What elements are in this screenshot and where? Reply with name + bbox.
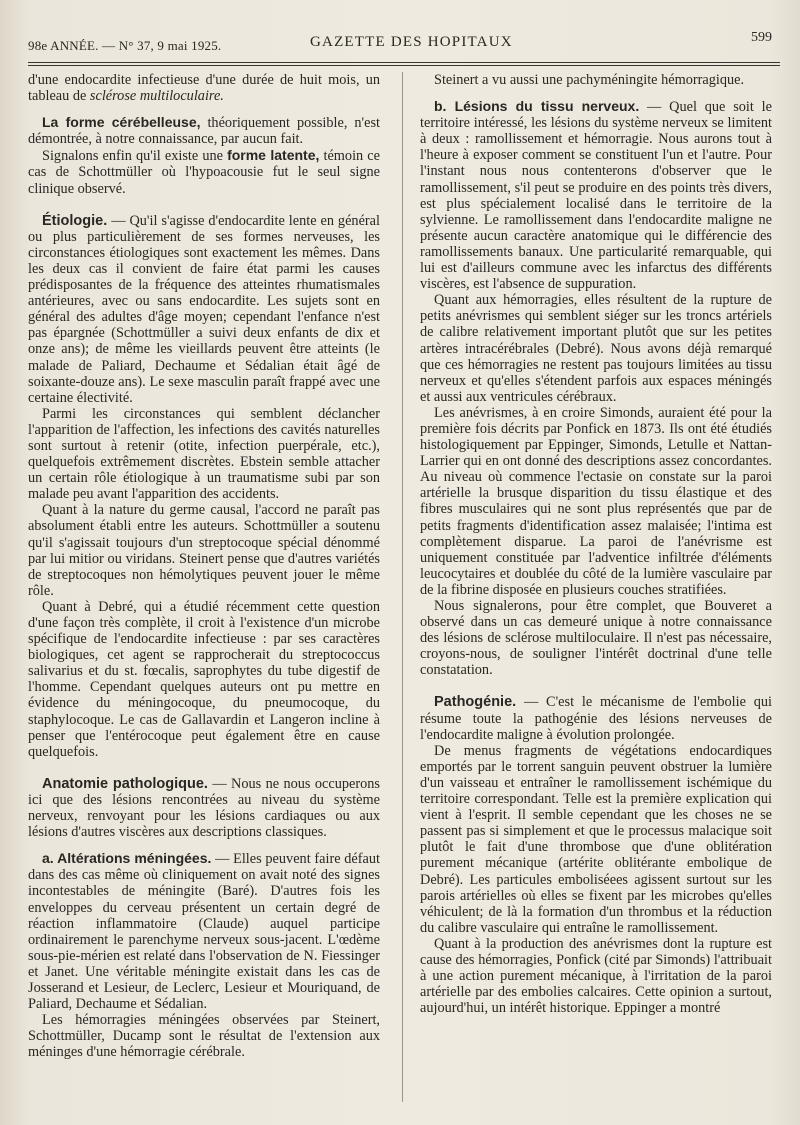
bold-term: La forme cérébelleuse, [42,114,201,131]
text-run: théoriquement possible, n'est démontrée, à notre connaissance, par aucun fait. [28,115,380,148]
text-run: Signalons enfin qu'il existe une [42,148,228,165]
text-run: — Elles peuvent faire défaut dans des cas même où cliniquement on avait noté des signes incontestables de méningite (Baré). D'autres fois les enveloppes du cerveau présentent un certain degré de réaction inflammatoire (Claude) auquel participe ordinairement le parenchyme nerveux sous-jacent. L'œdème sous-pie-mérien est relaté dans l'observation de N. Fiessinger et Janet. Une véritable méningite existait dans les cas de Josserand et Lesieur, de Leclerc, Lesieur et Mouriquand, de Paliard, Dechaume et Sédalian. [28,851,380,1013]
paragraph: Quant à Debré, qui a étudié récemment cette question d'une façon très complète, il croit à l'existence d'un microbe spécifique de l'endocardite infectieuse : par ses caractères biologiques, cet agent se rapprocherait du streptococcus salivarius et du st. fœcalis, saprophytes du tube digestif de l'homme. Cependant quelques auteurs ont pu mettre en évidence du méningocoque, du pneumocoque, du staphylocoque. Le cas de Gallavardin et Langeron incline à penser que l'entérocoque peut également être en cause quelquefois. [28,598,380,760]
italic-term: sclérose multiloculaire. [89,88,224,105]
paragraph: Quant à la nature du germe causal, l'accord ne paraît pas absolument établi entre les auteurs. Schottmüller a soutenu qu'il s'agissait toujours d'un streptocoque spécial dénommé par lui mitior ou viridans. Steinert pense que d'autres variétés de streptocoques non hémolytiques peuvent jouer le même rôle. [28,502,380,599]
text-run: — Nous ne nous occuperons ici que des lésions rencontrées au niveau du système nerveux, renvoyant pour les lésions cardiaques ou aux lésions d'autres viscères aux descriptions classiques. [28,775,380,841]
subsection-heading-lesions: b. Lésions du tissu nerveux. [434,98,640,115]
paragraph: Les anévrismes, à en croire Simonds, auraient été pour la première fois décrits par Ponfick en 1873. Ils ont été étudiés histologiquement par Eppinger, Simonds, Letulle et Nattan-Larrier qui en ont donné des descriptions assez concordantes. Au niveau où commence l'ectasie on constate sur la paroi artérielle la brusque disparition du tissu élastique et des fibres musculaires qui ne sont plus représentés que par de petits fragments d'identification assez malaisée; l'intima est complètement disparue. La paroi de l'anévrisme est uniquement constituée par l'adventice infiltrée d'éléments leucocytaires et doublée du côté de la lumière vasculaire par de la fibrine disposée en plusieurs couches stratifiées. [420,404,772,598]
subsection-heading-alterations: a. Altérations méningées. [42,850,212,867]
paragraph [420,694,772,742]
paragraph [28,72,380,104]
paragraph: Nous signalerons, pour être complet, que Bouveret a observé dans un cas demeuré unique à notre connaissance des lésions de sclérose multiloculaire. Il n'est pas nécessaire, croyons-nous, de souligner l'intérêt doctrinal d'une telle constatation. [420,598,772,679]
paragraph: Steinert a vu aussi une pachyméningite hémorragique. [434,72,745,88]
page-header [28,30,780,56]
left-column [28,72,380,1060]
header-rule-top [28,62,780,63]
text-run: — Quel que soit le territoire intéressé, les lésions du système nerveux se limitent à deux : ramollissement et hémorragie. Nous aurons tout à l'heure à exposer comment se constituent l'un et l'autre. Pour l'instant nous nous contenterons d'observer que le ramollissement, s'il peut se produire en des points très divers, est plus spécialement localisé dans le territoire de la sylvienne. Le ramollissement dans l'endocardite maligne ne présente aucun caractère anatomique qui le différencie des ramollissements banaux. Une particularité remarquable, qui lui est d'ailleurs commune avec les infarctus des différents viscères, est l'absence de suppuration. [420,99,772,293]
journal-title: GAZETTE DES HOPITAUX [310,34,513,50]
section-heading-anatomie: Anatomie pathologique. [42,775,208,792]
paragraph: Quant aux hémorragies, elles résultent de la rupture de petits anévrismes qui semblent siéger sur les troncs artériels de calibre relativement important plutôt que sur les petites artères intracérébrales (Debré). Nous avons déjà remarqué que ces hémorragies ne restent pas toujours limitées au tissu nerveux et qu'elles s'étendent parfois aux espaces méningés et aussi aux ventricules cérébraux. [420,292,772,405]
column-divider [402,72,403,1102]
paragraph [28,213,380,406]
issue-info: 98e ANNÉE. — N° 37, 9 mai 1925. [28,38,222,53]
right-column [420,72,772,1016]
text-run: — Qu'il s'agisse d'endocardite lente en général ou plus particulièrement de ses formes nerveuses, les circonstances étiologiques sont exactement les mêmes. Dans les deux cas il convient de faire état parmi les causes prédisposantes de la fréquence des atteintes rhumatismales antérieures, avec ou sans endocardite. Les sujets sont en général des adultes d'âge moyen; cependant l'enfance n'est pas épargnée (Schottmüller a suivi deux enfants de dix et onze ans); de même les vieillards peuvent être atteints (le malade de Paliard, Dechaume et Sédalian était âgé de soixante-douze ans). Le sexe masculin paraît frappé avec une certaine électivité. [28,212,380,406]
paragraph [28,114,380,147]
paragraph: Quant à la production des anévrismes dont la rupture est cause des hémorragies, Ponfick (cité par Simonds) l'attribuait à une action purement mécanique, à l'irritation de la paroi artérielle par des embolies calcaires. Cette opinion a surtout, aujourd'hui, un intérêt historique. Eppinger a montré [420,935,772,1017]
section-heading-pathogenie: Pathogénie. [434,694,517,711]
header-rule-bottom [28,65,780,66]
paragraph [28,147,380,196]
text-run: — C'est le mécanisme de l'embolie qui résume toute la pathogénie des lésions nerveuses de l'endocardite maligne à évolution prolongée. [420,694,772,743]
paragraph: De menus fragments de végétations endocardiques emportés par le torrent sanguin peuvent obstruer la lumière d'un vaisseau et entraîner le ramollissement ischémique du territoire correspondant. Telle est la première explication qui vient à l'esprit. Il semble cependant que les choses ne se passent pas si simplement et que le processus malacique soit plutôt le fait d'une thrombose que d'une oblitération purement mécanique (artérite oblitérante embolique de Debré). Les particules emboliséees agissent surtout sur les parois artérielles où elles se fixent par les microbes qu'elles véhiculent; de là la formation d'un thrombus et la réduction du calibre vasculaire qui entraîne le ramollissement. [420,742,772,936]
paragraph [28,850,380,1012]
page-number: 599 [751,30,772,45]
paragraph: Parmi les circonstances qui semblent déclancher l'apparition de l'affection, les infections des cavités naturelles sont surtout à retenir (otite, infection puerpérale, etc.), quelquefois extrêmement discrètes. Ebstein semble attacher un certain rôle étiologique à un traumatisme subi par son malade peu avant l'apparition des accidents. [28,405,380,503]
text-run: d'une endocardite infectieuse d'une durée de huit mois, un tableau de [28,72,380,105]
paragraph [420,98,772,292]
text-run: témoin ce cas de Schottmüller où l'hypoacousie fut le seul signe clinique observé. [28,148,380,197]
paragraph: Les hémorragies méningées observées par Steinert, Schottmüller, Ducamp sont le résultat de l'extension aux méninges d'une hémorragie cérébrale. [28,1012,380,1061]
paragraph [28,776,380,840]
section-heading-etiologie: Étiologie. [42,212,108,229]
bold-term: forme latente, [227,147,320,164]
